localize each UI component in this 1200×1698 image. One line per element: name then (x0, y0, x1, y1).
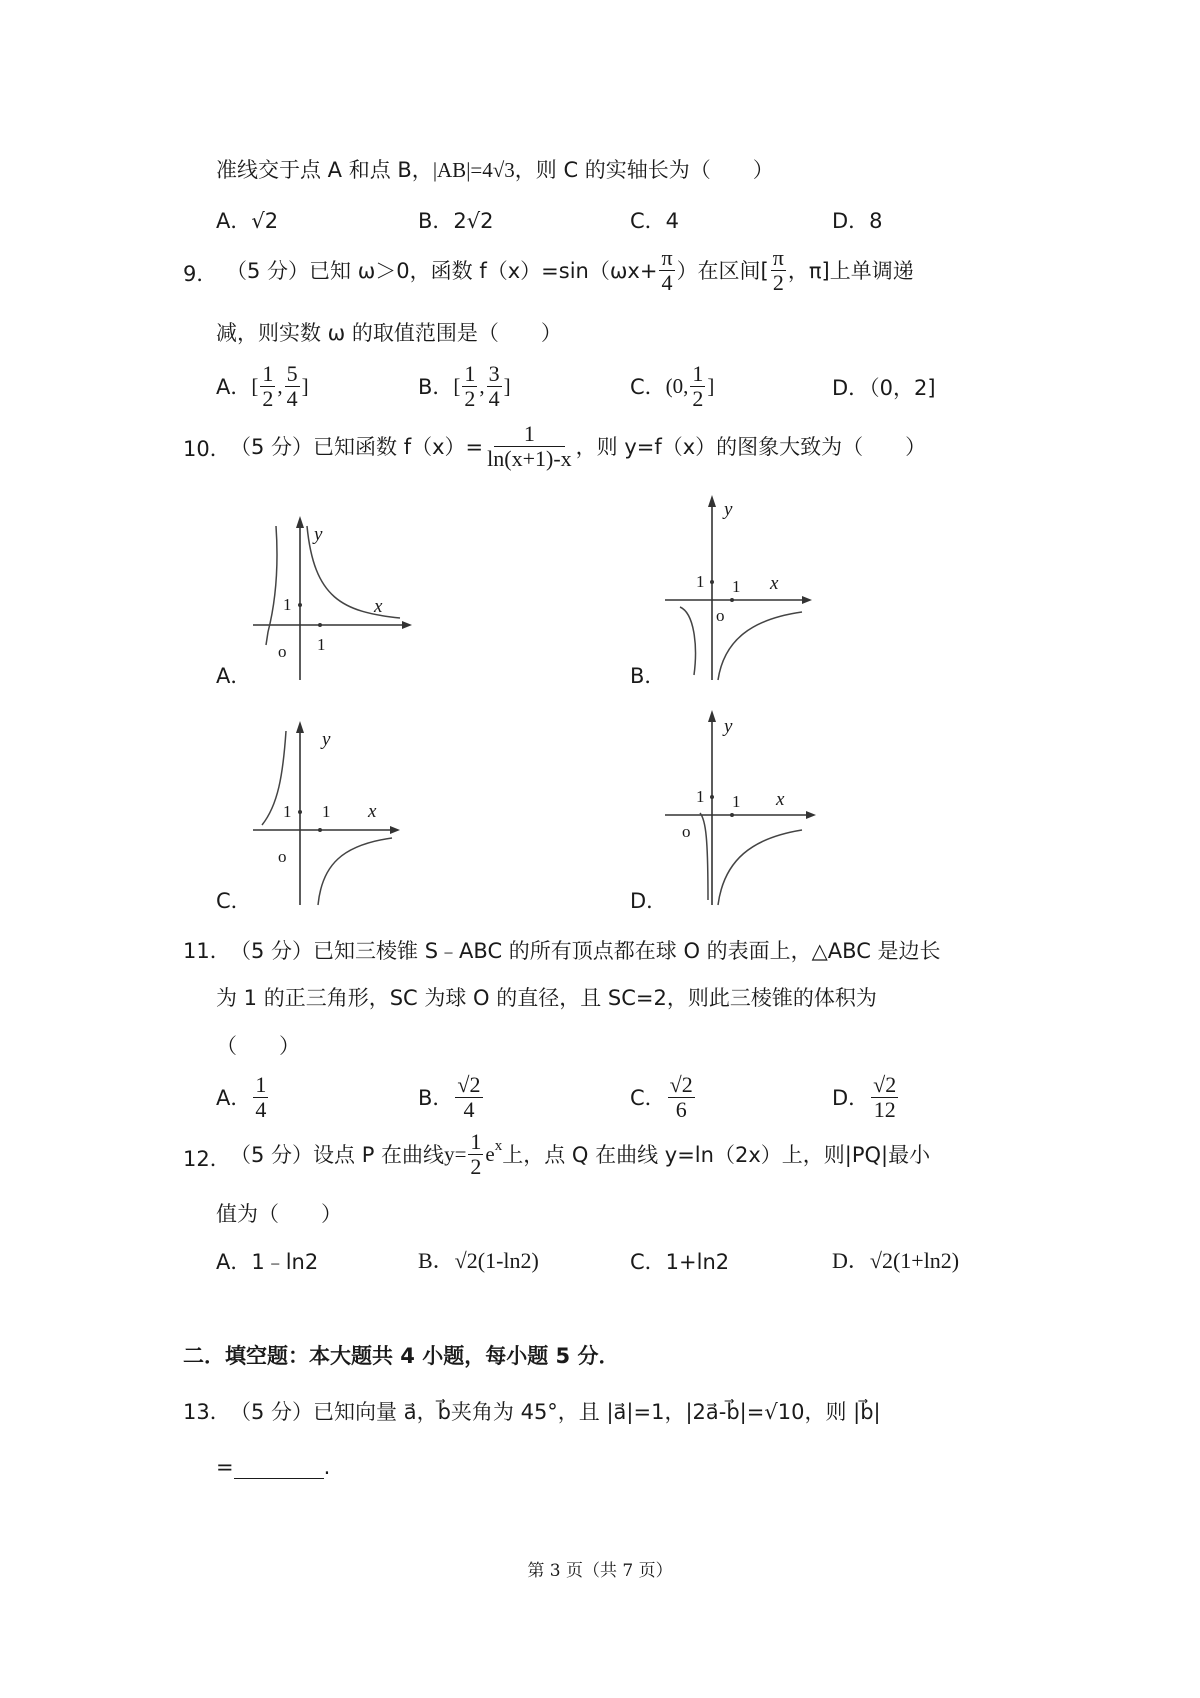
origin-label: o (716, 606, 725, 625)
y-tick-1: 1 (696, 787, 705, 806)
q13-eq: = (216, 1455, 234, 1479)
q9-option-d: D．（0，2] (832, 376, 936, 400)
y-arrow (708, 495, 716, 507)
q13-number: 13． (183, 1400, 231, 1424)
q11-c-frac (668, 1073, 695, 1120)
y-label: y (314, 524, 323, 545)
q9-b-n1: 1 (464, 361, 476, 387)
q9-option-b-label: B． (418, 375, 454, 399)
q8-option-a: A．√2 (216, 209, 279, 233)
x-arrow (390, 826, 400, 834)
q11-a-frac (253, 1073, 268, 1120)
q9-a-d2: 4 (286, 385, 298, 411)
q10-option-b-label: B． (630, 664, 666, 688)
y-tick-1: 1 (696, 572, 705, 591)
q10-graph-c (250, 725, 410, 905)
q12-option-d: D．√2(1+ln2) (832, 1248, 960, 1273)
q11-option-b (418, 1068, 485, 1126)
q11-option-b-label: B． (418, 1086, 454, 1110)
q12-option-c: C．1+ln2 (630, 1250, 730, 1274)
q9-a-frac1 (260, 362, 275, 409)
curve-right (718, 830, 802, 905)
x-arrow (402, 621, 412, 629)
q11-option-d (832, 1068, 900, 1126)
q11-b-n: √2 (457, 1072, 481, 1098)
curve-left (700, 813, 708, 900)
q9-c-frac (690, 362, 705, 409)
q10-fraction (485, 422, 574, 469)
q12-half (468, 1130, 483, 1177)
q11-d-n: √2 (873, 1072, 897, 1098)
q10-stem (230, 418, 926, 474)
tick-y1 (710, 580, 714, 584)
x-tick-1: 1 (732, 577, 741, 596)
q12-half-n: 1 (470, 1129, 482, 1155)
q12-pre: （5 分）设点 P 在曲线 (230, 1143, 445, 1167)
q12-number: 12． (183, 1147, 231, 1171)
q10-option-c-label: C． (216, 889, 252, 913)
y-label: y (724, 716, 733, 737)
q12-option-b: B．√2(1-ln2) (418, 1248, 539, 1273)
origin-label: o (278, 642, 287, 661)
x-arrow (806, 811, 816, 819)
y-label: y (322, 729, 331, 750)
q11-a-n: 1 (255, 1072, 267, 1098)
q9-a-n2: 5 (286, 361, 298, 387)
x-tick-1: 1 (322, 802, 331, 821)
q9-a-frac2 (285, 362, 300, 409)
q8-option-b: B．2√2 (418, 209, 494, 233)
tick-x1 (730, 813, 734, 817)
q13-line1: （5 分）已知向量 a⃗，b⃗夹角为 45°，且 |a⃗|=1，|2a⃗-b⃗|=√10，则 |b⃗| (230, 1400, 881, 1424)
q8-stem (216, 154, 774, 184)
q11-c-n: √2 (669, 1072, 693, 1098)
q9-four: 4 (661, 269, 673, 295)
y-arrow (296, 516, 304, 528)
q9-option-a: A． [ $\frac{1}{2}$ , $\frac{5}{4}$ ] (216, 361, 309, 411)
q9-two: 2 (772, 269, 784, 295)
q10-graph-b (660, 495, 820, 680)
q10-frac-den: ln(x+1)-x (487, 445, 572, 471)
curve-right (718, 612, 802, 680)
x-label: x (770, 573, 779, 594)
q11-line1: （5 分）已知三棱锥 S﹣ABC 的所有顶点都在球 O 的表面上，△ABC 是边长 (230, 939, 941, 963)
q8-text-after: ，则 C 的实轴长为（ ） (514, 158, 774, 182)
q11-b-frac (455, 1073, 482, 1120)
q11-c-d: 6 (675, 1096, 687, 1122)
curve-left (266, 526, 277, 645)
q9-pi-over-4 (659, 246, 674, 293)
q11-option-c-label: C． (630, 1086, 666, 1110)
q11-d-d: 12 (873, 1096, 896, 1122)
q12-y-eq: y= (444, 1141, 467, 1166)
tick-x1 (318, 623, 322, 627)
q11-option-d-label: D． (832, 1086, 870, 1110)
q9-line1-pre: （5 分）已知 ω＞0，函数 f（x）=sin（ωx+ (226, 259, 658, 283)
y-arrow (296, 721, 304, 733)
origin-label: o (278, 847, 287, 866)
q8-text-before: 准线交于点 A 和点 B， (216, 158, 433, 182)
section-2-title: 二．填空题：本大题共 4 小题，每小题 5 分． (183, 1344, 620, 1368)
q10-option-d-label: D． (630, 889, 668, 913)
q11-line3: （ ） (216, 1034, 300, 1058)
q9-a-n1: 1 (262, 361, 274, 387)
q9-c-d: 2 (692, 385, 704, 411)
q9-b-n2: 3 (488, 361, 500, 387)
q9-b-d1: 2 (464, 385, 476, 411)
q13-period: . (323, 1455, 331, 1479)
q9-pi-2: π (772, 245, 784, 271)
q10-frac-num: 1 (494, 422, 565, 446)
q9-line1-post: ，π]上单调递 (787, 259, 914, 283)
q10-pre: （5 分）已知函数 f（x）= (230, 435, 484, 459)
q9-option-c: C． (0, $\frac{1}{2}$ ] (630, 361, 715, 411)
q9-b-d2: 4 (488, 385, 500, 411)
tick-y1 (298, 603, 302, 607)
y-label: y (724, 499, 733, 520)
q12-post: 上，点 Q 在曲线 y=ln（2x）上，则|PQ|最小 (502, 1143, 931, 1167)
tick-y1 (710, 795, 714, 799)
q9-number: 9． (183, 262, 218, 286)
y-tick-1: 1 (283, 595, 292, 614)
q9-line2: 减，则实数 ω 的取值范围是（ ） (216, 321, 562, 345)
q10-number: 10． (183, 437, 231, 461)
q11-b-d: 4 (463, 1096, 475, 1122)
q11-option-c (630, 1068, 697, 1126)
y-tick-1: 1 (283, 802, 292, 821)
q12-line2: 值为（ ） (216, 1202, 342, 1226)
q12-e: e (485, 1141, 495, 1166)
curve-left (680, 607, 695, 675)
y-arrow (708, 710, 716, 722)
q10-graph-d (660, 710, 820, 905)
q9-line1-mid: ）在区间[ (676, 259, 769, 283)
q9-line1 (226, 240, 914, 300)
x-label: x (374, 596, 383, 617)
q12-exp: x (494, 1137, 503, 1154)
origin-label: o (682, 822, 691, 841)
q8-option-c: C．4 (630, 209, 680, 233)
tick-y1 (298, 810, 302, 814)
q8-ab-expr: |AB|=4√3 (432, 158, 515, 182)
q12-option-a: A．1﹣ln2 (216, 1250, 319, 1274)
q9-pi: π (661, 245, 673, 271)
q9-b-frac2 (487, 362, 502, 409)
x-label: x (776, 789, 785, 810)
q11-d-frac (871, 1073, 898, 1120)
q13-line2 (216, 1455, 330, 1479)
x-arrow (802, 596, 812, 604)
q9-option-c-label: C． (630, 375, 666, 399)
tick-x1 (730, 598, 734, 602)
page-footer: 第 3 页（共 7 页） (527, 1561, 673, 1581)
q10-option-a-label: A． (216, 664, 252, 688)
q11-a-d: 4 (255, 1096, 267, 1122)
q12-line1 (230, 1125, 930, 1183)
q9-option-b: B． [ $\frac{1}{2}$ , $\frac{3}{4}$ ] (418, 361, 511, 411)
q13-answer-blank (234, 1458, 324, 1479)
q10-graph-a (250, 520, 410, 680)
q11-option-a-label: A． (216, 1086, 252, 1110)
q8-option-d: D．8 (832, 209, 883, 233)
q11-number: 11． (183, 939, 231, 963)
q11-option-a (216, 1068, 270, 1126)
q9-c-n: 1 (692, 361, 704, 387)
q9-option-a-label: A． (216, 375, 252, 399)
q9-a-d1: 2 (262, 385, 274, 411)
x-tick-1: 1 (732, 792, 741, 811)
q9-pi-over-2 (771, 246, 786, 293)
x-tick-1: 1 (317, 635, 326, 654)
q10-post: ，则 y=f（x）的图象大致为（ ） (575, 435, 927, 459)
q9-b-frac1 (462, 362, 477, 409)
tick-x1 (318, 828, 322, 832)
x-label: x (368, 801, 377, 822)
q11-line2: 为 1 的正三角形，SC 为球 O 的直径，且 SC=2，则此三棱锥的体积为 (216, 986, 877, 1010)
curve-right (318, 838, 392, 905)
q12-half-d: 2 (470, 1153, 482, 1179)
